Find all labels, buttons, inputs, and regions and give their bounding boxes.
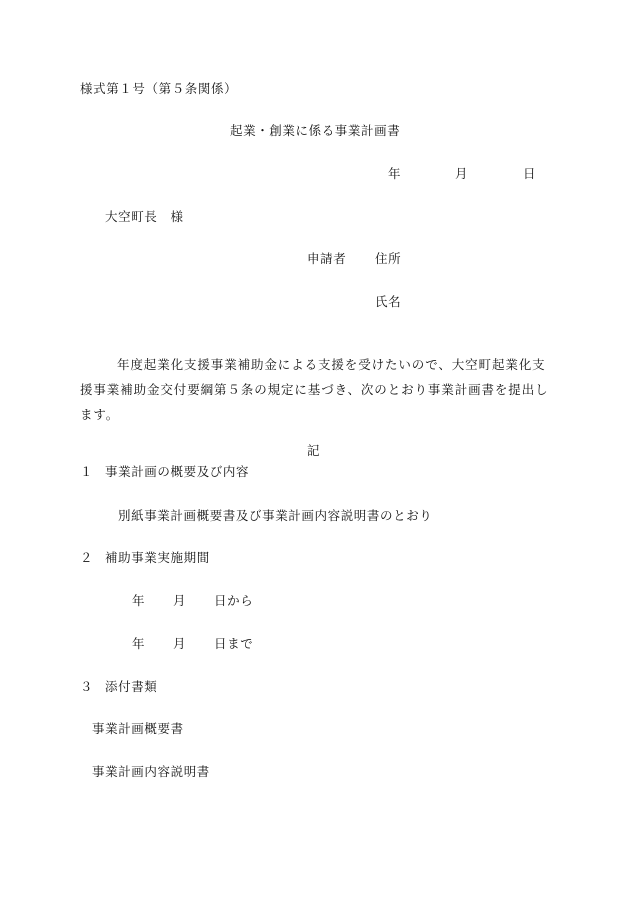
section-1-body: 別紙事業計画概要書及び事業計画内容説明書のとおり — [118, 508, 433, 523]
intro-line-1: 年度起業化支援事業補助金による支援を受けたいので、大空町起業化支 — [117, 357, 546, 372]
applicant-name-label: 氏名 — [375, 294, 402, 309]
addressee: 大空町長 様 — [105, 209, 184, 224]
period-to-month: 月 — [173, 636, 187, 651]
document-title: 起業・創業に係る事業計画書 — [230, 123, 401, 138]
intro-paragraph — [80, 352, 552, 427]
date-year-label: 年 — [388, 166, 402, 181]
period-to-year: 年 — [132, 636, 146, 651]
date-month-label: 月 — [455, 166, 469, 181]
section-2-heading: 補助事業実施期間 — [105, 550, 210, 565]
section-3-number: ３ — [80, 679, 94, 694]
applicant-label: 申請者 — [307, 251, 347, 266]
form-number: 様式第１号（第５条関係） — [80, 81, 238, 96]
ki-heading: 記 — [307, 443, 321, 458]
applicant-address-label: 住所 — [375, 251, 402, 266]
section-2-number: ２ — [80, 550, 94, 565]
attachment-item: 事業計画概要書 — [92, 721, 184, 736]
period-from-year: 年 — [132, 593, 146, 608]
section-3-heading: 添付書類 — [105, 679, 158, 694]
intro-line-3: ます。 — [80, 407, 120, 422]
date-day-label: 日 — [523, 166, 537, 181]
period-to-day: 日まで — [214, 636, 254, 651]
attachment-item: 事業計画内容説明書 — [92, 764, 210, 779]
section-1-heading: 事業計画の概要及び内容 — [105, 464, 250, 479]
period-from-day: 日から — [214, 593, 254, 608]
period-from-month: 月 — [173, 593, 187, 608]
section-1-number: １ — [80, 464, 94, 479]
intro-line-2: 援事業補助金交付要綱第５条の規定に基づき、次のとおり事業計画書を提出し — [80, 382, 549, 397]
